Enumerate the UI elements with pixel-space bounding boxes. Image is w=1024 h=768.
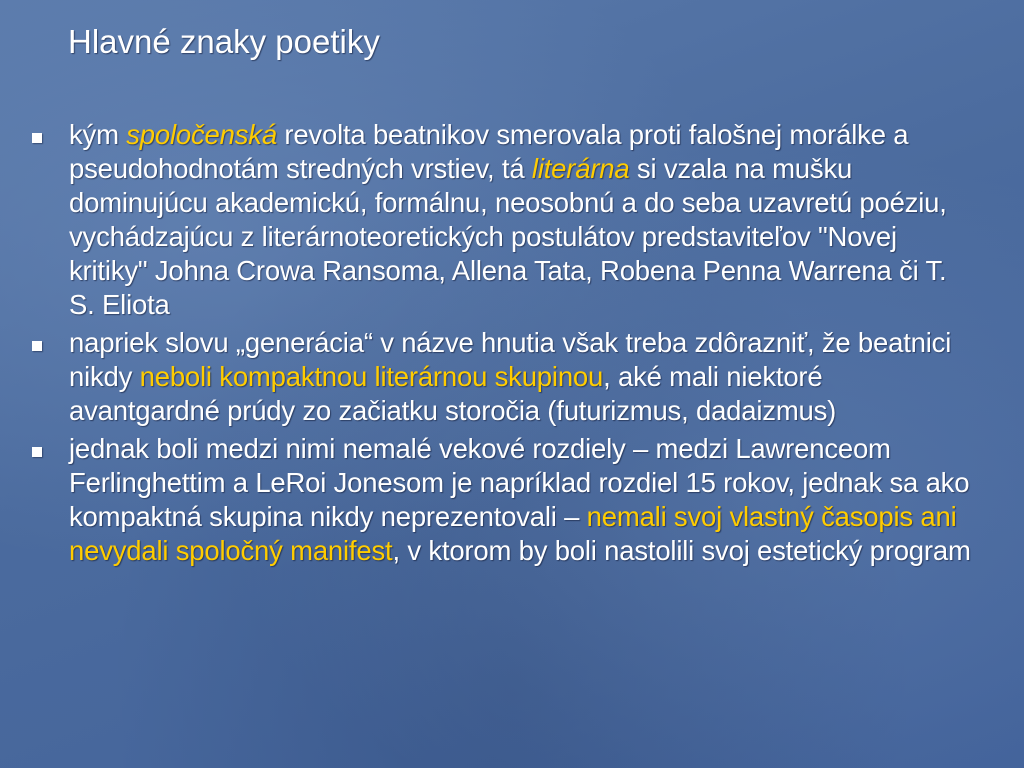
square-bullet-icon (32, 133, 42, 143)
bullet-segment: revolta beatnikov smerovala proti falošnej morálke a pseudohodnotám stredných vrstiev, tá (69, 119, 909, 184)
bullet-text (69, 433, 971, 566)
square-bullet-icon (32, 341, 42, 351)
bullet-highlight: literárna (531, 153, 630, 184)
bullet-list (28, 118, 978, 572)
bullet-segment: si vzala na mušku dominujúcu akademickú, formálnu, neosobnú a do seba uzavretú poéziu, vychádzajúcu z literárnoteoretických postulátov predstaviteľov "Novej kritiky" Johna Crowa Ransoma, Allena Tata, Robena Penna Warrena či T. S. Eliota (69, 153, 947, 320)
bullet-item (28, 432, 978, 568)
bullet-highlight: neboli kompaktnou literárnou skupinou (139, 361, 604, 392)
bullet-item (28, 326, 978, 428)
bullet-highlight: spoločenská (126, 119, 277, 150)
bullet-segment: jednak boli medzi nimi nemalé vekové rozdiely – medzi Lawrenceom Ferlinghettim a LeRoi Jonesom je napríklad rozdiel 15 rokov, jednak sa ako kompaktná skupina nikdy neprezentovali – (69, 433, 970, 532)
bullet-highlight: nemali svoj vlastný časopis ani nevydali spoločný manifest (69, 501, 957, 566)
square-bullet-icon (32, 447, 42, 457)
slide-title: Hlavné znaky poetiky (68, 23, 380, 60)
bullet-text (69, 119, 947, 320)
bullet-text (69, 327, 951, 426)
bullet-item (28, 118, 978, 322)
bullet-segment: , aké mali niektoré avantgardné prúdy zo začiatku storočia (futurizmus, dadaizmus) (69, 361, 837, 426)
bullet-segment: , v ktorom by boli nastolili svoj estetický program (392, 535, 971, 566)
bullet-segment: kým (69, 119, 127, 150)
bullet-segment: napriek slovu „generácia“ v názve hnutia však treba zdôrazniť, že beatnici nikdy (69, 327, 952, 392)
